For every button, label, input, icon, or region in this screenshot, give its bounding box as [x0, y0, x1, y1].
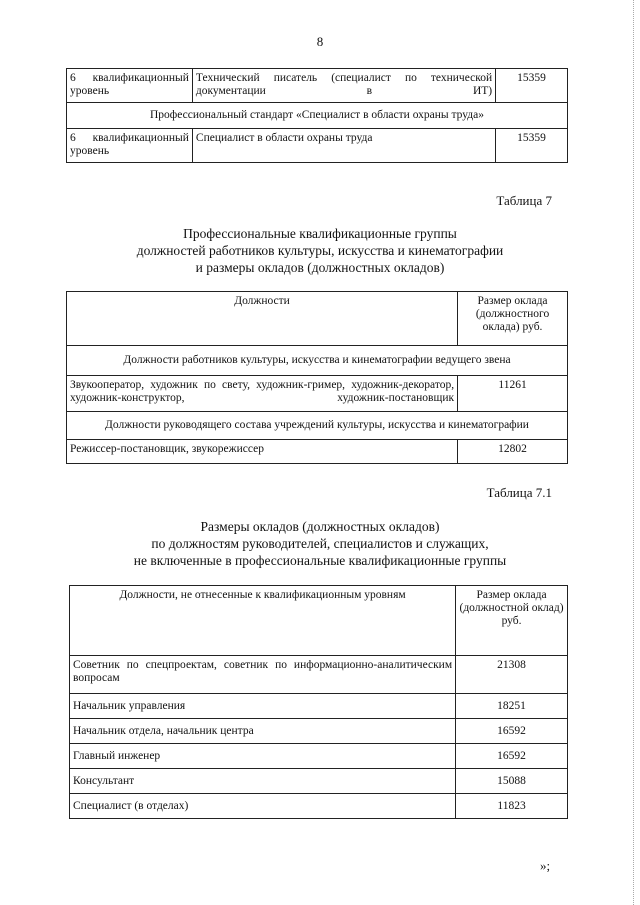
closing-quote: »; [540, 858, 551, 873]
salary-cell: 15359 [496, 69, 568, 103]
level-cell: 6 квалификационный уровень [67, 129, 193, 163]
table-header-row [70, 586, 568, 656]
title-line: Профессиональные квалификационные группы [183, 226, 457, 241]
title-line: по должностям руководителей, специалистов и служащих, [151, 536, 489, 551]
salary-cell: 15088 [456, 769, 568, 794]
salary-cell: 11823 [456, 794, 568, 819]
position-cell: Главный инженер [70, 744, 456, 769]
table-section-row [67, 103, 568, 129]
scan-edge-line [631, 0, 634, 905]
table-row [67, 69, 568, 103]
title-line: не включенные в профессиональные квалификационные группы [133, 553, 507, 568]
section-cell: Должности работников культуры, искусства и кинематографии ведущего звена [67, 346, 568, 376]
table-continuation [66, 68, 568, 163]
header-salary: Размер оклада (должностной оклад) руб. [456, 586, 568, 656]
salary-cell: 11261 [458, 376, 568, 412]
table-row [70, 656, 568, 694]
salary-cell: 15359 [496, 129, 568, 163]
position-cell: Начальник отдела, начальник центра [70, 719, 456, 744]
header-position: Должности [67, 292, 458, 346]
salary-cell: 12802 [458, 440, 568, 464]
position-cell: Звукооператор, художник по свету, художник-гример, художник-декоратор, художник-конструктор, художник-постановщик [67, 376, 458, 412]
table71-label: Таблица 7.1 [486, 485, 552, 500]
position-cell: Режиссер-постановщик, звукорежиссер [67, 440, 458, 464]
page-number: 8 [316, 34, 324, 49]
salary-cell: 21308 [456, 656, 568, 694]
section-cell: Профессиональный стандарт «Специалист в области охраны труда» [67, 103, 568, 129]
table-row [67, 129, 568, 163]
table7-title [0, 225, 640, 276]
salary-cell: 16592 [456, 744, 568, 769]
table71-title [0, 518, 640, 569]
table-row [70, 769, 568, 794]
table-row [67, 376, 568, 412]
salary-cell: 16592 [456, 719, 568, 744]
table-row [70, 694, 568, 719]
title-line: Размеры окладов (должностных окладов) [200, 519, 440, 534]
title-line: должностей работников культуры, искусства и кинематографии [136, 243, 504, 258]
title-line: и размеры окладов (должностных окладов) [195, 260, 445, 275]
section-cell: Должности руководящего состава учреждений культуры, искусства и кинематографии [67, 412, 568, 440]
position-cell: Советник по спецпроектам, советник по информационно-аналитическим вопросам [70, 656, 456, 694]
position-cell: Специалист (в отделах) [70, 794, 456, 819]
level-cell: 6 квалификационный уровень [67, 69, 193, 103]
position-cell: Специалист в области охраны труда [192, 129, 495, 163]
table-section-row [67, 346, 568, 376]
table-row [70, 719, 568, 744]
table-row [70, 744, 568, 769]
table71 [69, 585, 568, 819]
position-cell: Начальник управления [70, 694, 456, 719]
header-salary: Размер оклада (должностного оклада) руб. [458, 292, 568, 346]
table-row [67, 440, 568, 464]
table-section-row [67, 412, 568, 440]
header-position: Должности, не отнесенные к квалификационным уровням [70, 586, 456, 656]
table7 [66, 291, 568, 464]
table-header-row [67, 292, 568, 346]
table-row [70, 794, 568, 819]
position-cell: Технический писатель (специалист по технической документации в ИТ) [192, 69, 495, 103]
salary-cell: 18251 [456, 694, 568, 719]
position-cell: Консультант [70, 769, 456, 794]
table7-label: Таблица 7 [496, 193, 552, 208]
